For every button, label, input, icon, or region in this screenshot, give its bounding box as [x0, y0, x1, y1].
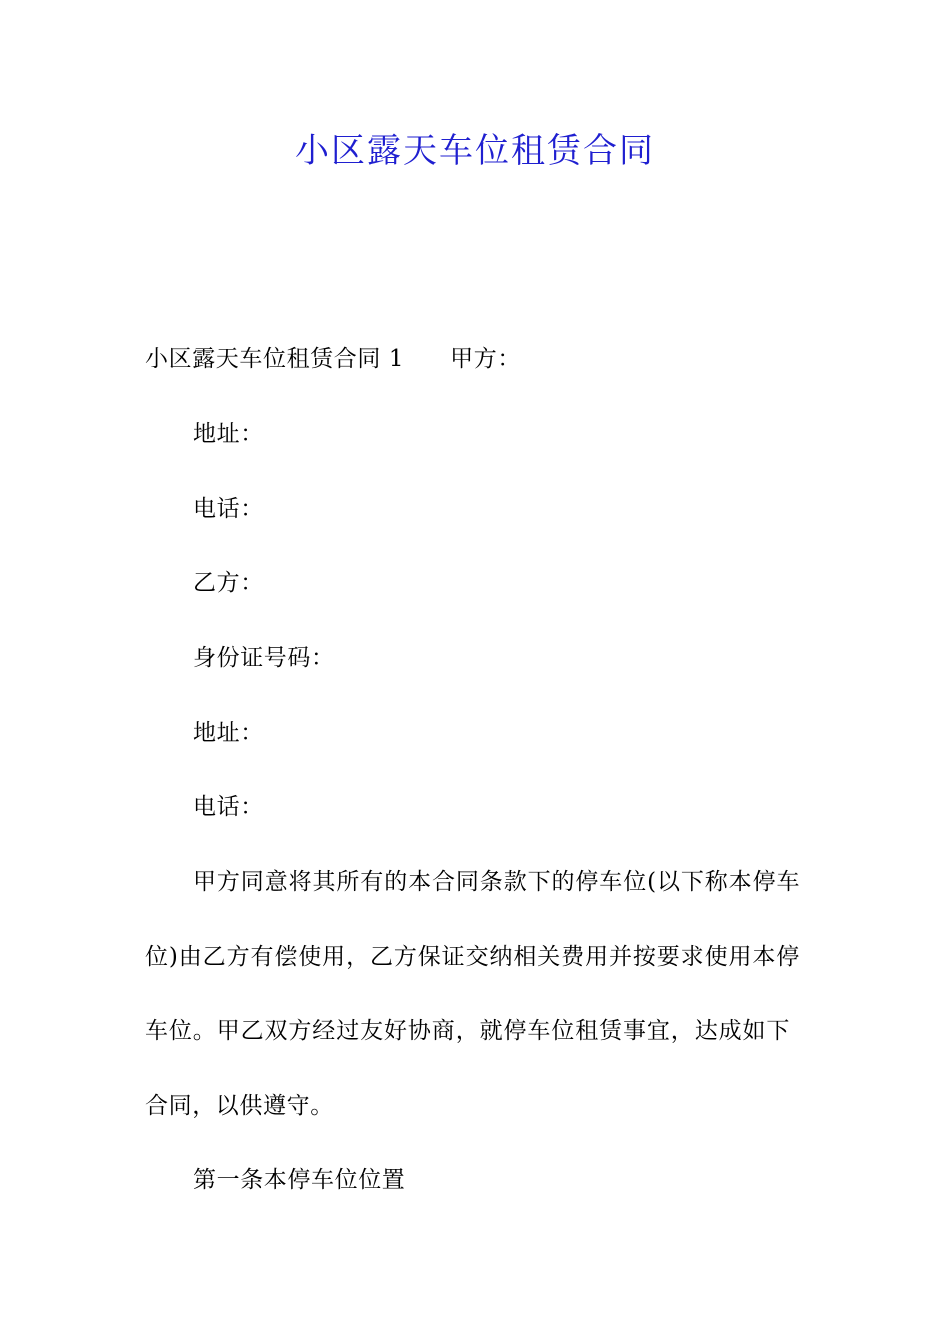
contract-name: 小区露天车位租赁合同 1	[145, 346, 405, 372]
paragraph-line: 甲方同意将其所有的本合同条款下的停车位(以下称本停车	[193, 869, 801, 895]
paragraph-line: 位)由乙方有偿使用，乙方保证交纳相关费用并按要求使用本停	[145, 944, 801, 970]
address-b-label: 地址：	[193, 720, 264, 746]
paragraph-line: 车位。甲乙双方经过友好协商，就停车位租赁事宜，达成如下	[145, 1018, 791, 1044]
phone-b-label: 电话：	[193, 794, 264, 820]
paragraph-line: 合同，以供遵守。	[145, 1093, 334, 1119]
id-number-label: 身份证号码：	[193, 645, 335, 671]
address-a-label: 地址：	[193, 421, 264, 447]
party-b-label: 乙方：	[193, 570, 264, 596]
article-1-heading: 第一条本停车位位置	[193, 1167, 406, 1193]
heading-line	[145, 343, 815, 375]
document-title: 小区露天车位租赁合同	[295, 131, 655, 171]
party-a-label: 甲方：	[450, 346, 521, 372]
phone-a-label: 电话：	[193, 496, 264, 522]
